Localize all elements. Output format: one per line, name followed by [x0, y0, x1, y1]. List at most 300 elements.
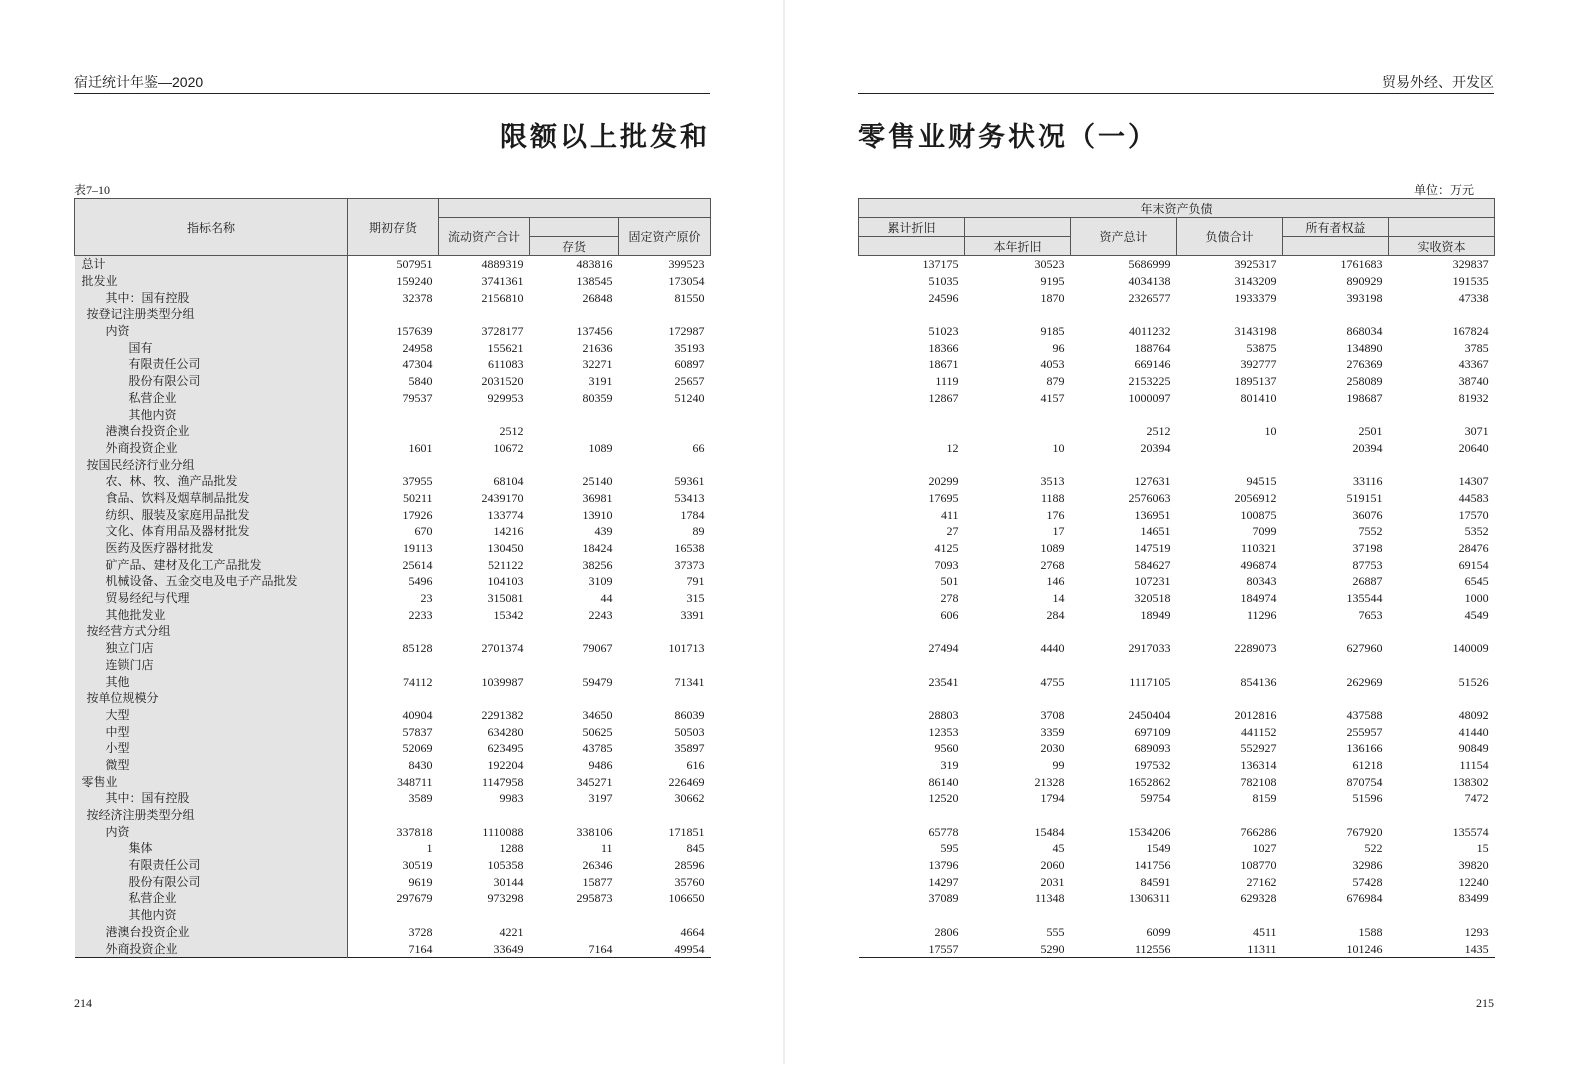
value-cell: 1549 — [1146, 841, 1171, 856]
header-accumulated-depreciation: 累计折旧 — [859, 218, 965, 237]
row-label: 连锁门店 — [75, 657, 348, 674]
table-row — [859, 940, 1495, 957]
value-cell: 79537 — [402, 390, 433, 405]
value-cell — [348, 907, 439, 924]
value-cell: 868034 — [1346, 324, 1383, 339]
row-label: 股份有限公司 — [75, 873, 348, 890]
value-cell: 2031520 — [481, 374, 524, 389]
value-cell — [859, 907, 965, 924]
value-cell: 20299 — [928, 474, 959, 489]
value-cell: 146 — [1046, 574, 1065, 589]
value-cell — [1071, 907, 1177, 924]
value-cell: 83499 — [1458, 891, 1489, 906]
value-cell: 4034138 — [1128, 274, 1171, 289]
table-row — [859, 907, 1495, 924]
value-cell — [530, 807, 619, 824]
value-cell: 17557 — [928, 941, 959, 956]
value-cell: 17570 — [1458, 507, 1489, 522]
table-row — [75, 306, 711, 323]
value-cell: 319 — [940, 757, 959, 772]
table-row — [75, 640, 711, 657]
table-row — [859, 406, 1495, 423]
value-cell: 51035 — [928, 274, 959, 289]
row-label: 文化、体育用品及器材批发 — [75, 523, 348, 540]
value-cell: 606 — [940, 607, 959, 622]
value-cell: 13910 — [582, 507, 613, 522]
value-cell: 15 — [1476, 841, 1489, 856]
value-cell: 136314 — [1240, 757, 1277, 772]
value-cell — [859, 423, 965, 440]
value-cell: 278 — [940, 591, 959, 606]
value-cell: 670 — [414, 524, 433, 539]
value-cell — [619, 306, 711, 323]
value-cell: 3359 — [1040, 724, 1065, 739]
value-cell: 35760 — [674, 874, 705, 889]
value-cell — [348, 807, 439, 824]
value-cell: 94515 — [1246, 474, 1277, 489]
value-cell: 140009 — [1452, 641, 1489, 656]
table-row — [75, 707, 711, 724]
value-cell: 197532 — [1134, 757, 1171, 772]
table-row — [859, 373, 1495, 390]
row-label: 按登记注册类型分组 — [75, 306, 348, 323]
value-cell: 27162 — [1246, 874, 1277, 889]
running-head-right: 贸易外经、开发区 — [858, 73, 1494, 94]
value-cell: 7472 — [1464, 791, 1489, 806]
value-cell — [348, 623, 439, 640]
value-cell: 18366 — [928, 340, 959, 355]
value-cell: 26887 — [1352, 574, 1383, 589]
value-cell: 80343 — [1246, 574, 1277, 589]
row-label: 大型 — [75, 707, 348, 724]
value-cell: 411 — [940, 507, 959, 522]
value-cell — [348, 657, 439, 674]
table-row — [75, 623, 711, 640]
value-cell: 106650 — [668, 891, 705, 906]
value-cell: 623495 — [487, 741, 524, 756]
table-row — [75, 673, 711, 690]
table-row — [75, 857, 711, 874]
value-cell: 13796 — [928, 858, 959, 873]
table-row — [75, 740, 711, 757]
value-cell: 50625 — [582, 724, 613, 739]
value-cell: 3191 — [588, 374, 613, 389]
value-cell — [1177, 623, 1283, 640]
row-label: 有限责任公司 — [75, 356, 348, 373]
value-cell: 4053 — [1040, 357, 1065, 372]
value-cell: 7093 — [934, 557, 959, 572]
value-cell: 7099 — [1252, 524, 1277, 539]
value-cell — [619, 690, 711, 707]
value-cell: 52069 — [402, 741, 433, 756]
value-cell — [348, 690, 439, 707]
value-cell: 7164 — [408, 941, 433, 956]
value-cell: 255957 — [1346, 724, 1383, 739]
unit-label: 单位：万元 — [1413, 183, 1474, 197]
header-total-liabilities: 负债合计 — [1177, 218, 1283, 256]
table-row — [75, 690, 711, 707]
table-row — [859, 890, 1495, 907]
table-row — [859, 657, 1495, 674]
value-cell: 2917033 — [1128, 641, 1171, 656]
header-blank-cell — [1389, 218, 1495, 237]
row-label: 矿产品、建材及化工产品批发 — [75, 556, 348, 573]
value-cell: 87753 — [1352, 557, 1383, 572]
left-table-header — [75, 199, 711, 256]
value-cell — [859, 456, 965, 473]
value-cell — [619, 423, 711, 440]
value-cell — [859, 657, 965, 674]
table-row — [859, 673, 1495, 690]
value-cell: 2768 — [1040, 557, 1065, 572]
value-cell — [1283, 657, 1389, 674]
value-cell: 12240 — [1458, 874, 1489, 889]
table-row — [859, 840, 1495, 857]
value-cell: 1870 — [1040, 290, 1065, 305]
value-cell: 439 — [594, 524, 613, 539]
value-cell — [1071, 807, 1177, 824]
value-cell: 2056912 — [1234, 490, 1277, 505]
value-cell: 10672 — [493, 440, 524, 455]
value-cell — [1177, 657, 1283, 674]
value-cell: 1588 — [1358, 924, 1383, 939]
table-title-left: 限额以上批发和 — [500, 122, 710, 153]
table-row — [75, 823, 711, 840]
value-cell — [1283, 690, 1389, 707]
value-cell: 50503 — [674, 724, 705, 739]
value-cell: 297679 — [396, 891, 433, 906]
value-cell: 84591 — [1140, 874, 1171, 889]
value-cell: 65778 — [928, 824, 959, 839]
value-cell: 100875 — [1240, 507, 1277, 522]
value-cell — [1177, 456, 1283, 473]
row-label: 内资 — [75, 823, 348, 840]
value-cell: 399523 — [619, 256, 711, 273]
value-cell — [439, 690, 530, 707]
value-cell — [619, 623, 711, 640]
value-cell: 2153225 — [1128, 374, 1171, 389]
value-cell: 107231 — [1134, 574, 1171, 589]
value-cell: 18671 — [928, 357, 959, 372]
value-cell: 2439170 — [481, 490, 524, 505]
value-cell — [965, 456, 1071, 473]
value-cell: 552927 — [1240, 741, 1277, 756]
value-cell — [1071, 406, 1177, 423]
value-cell: 53875 — [1246, 340, 1277, 355]
value-cell: 18949 — [1140, 607, 1171, 622]
value-cell: 5686999 — [1071, 256, 1177, 273]
value-cell: 5496 — [408, 574, 433, 589]
header-total-assets: 资产总计 — [1071, 218, 1177, 256]
value-cell — [530, 690, 619, 707]
value-cell: 1 — [426, 841, 433, 856]
header-blank-cell — [530, 218, 619, 237]
value-cell: 19113 — [402, 541, 433, 556]
value-cell: 676984 — [1346, 891, 1383, 906]
value-cell — [530, 924, 619, 941]
value-cell: 521122 — [487, 557, 524, 572]
table-row — [75, 723, 711, 740]
value-cell: 24958 — [402, 340, 433, 355]
row-label: 外商投资企业 — [75, 440, 348, 457]
table-row — [859, 740, 1495, 757]
row-label: 内资 — [75, 323, 348, 340]
value-cell: 9983 — [499, 791, 524, 806]
value-cell: 522 — [1364, 841, 1383, 856]
value-cell: 295873 — [576, 891, 613, 906]
value-cell: 669146 — [1134, 357, 1171, 372]
value-cell: 159240 — [396, 274, 433, 289]
row-label: 独立门店 — [75, 640, 348, 657]
table-row — [859, 807, 1495, 824]
value-cell: 1601 — [408, 440, 433, 455]
value-cell: 627960 — [1346, 641, 1383, 656]
value-cell: 61218 — [1352, 757, 1383, 772]
value-cell: 6545 — [1464, 574, 1489, 589]
table-row — [75, 490, 711, 507]
value-cell: 973298 — [487, 891, 524, 906]
value-cell — [859, 690, 965, 707]
value-cell: 767920 — [1346, 824, 1383, 839]
row-label: 总计 — [75, 256, 348, 273]
value-cell: 9619 — [408, 874, 433, 889]
value-cell — [530, 657, 619, 674]
value-cell: 1933379 — [1234, 290, 1277, 305]
value-cell: 10 — [1052, 440, 1065, 455]
value-cell: 138545 — [576, 274, 613, 289]
row-label: 按单位规模分 — [75, 690, 348, 707]
value-cell — [619, 657, 711, 674]
row-label: 批发业 — [75, 273, 348, 290]
value-cell: 393198 — [1346, 290, 1383, 305]
value-cell: 284 — [1046, 607, 1065, 622]
value-cell — [965, 406, 1071, 423]
row-label: 农、林、牧、渔产品批发 — [75, 473, 348, 490]
table-row — [859, 390, 1495, 407]
row-label: 集体 — [75, 840, 348, 857]
value-cell: 37089 — [928, 891, 959, 906]
value-cell: 79067 — [582, 641, 613, 656]
value-cell: 81550 — [674, 290, 705, 305]
value-cell: 59754 — [1140, 791, 1171, 806]
value-cell: 5290 — [1040, 941, 1065, 956]
value-cell — [530, 456, 619, 473]
value-cell: 43367 — [1458, 357, 1489, 372]
table-row — [75, 356, 711, 373]
table-row — [859, 440, 1495, 457]
value-cell: 20394 — [1352, 440, 1383, 455]
value-cell: 101246 — [1346, 941, 1383, 956]
value-cell: 1435 — [1464, 941, 1489, 956]
table-row — [75, 323, 711, 340]
table-row — [859, 924, 1495, 941]
value-cell: 3728177 — [481, 324, 524, 339]
value-cell: 47338 — [1458, 290, 1489, 305]
value-cell: 188764 — [1134, 340, 1171, 355]
table-row — [859, 773, 1495, 790]
value-cell: 32986 — [1352, 858, 1383, 873]
value-cell: 173054 — [668, 274, 705, 289]
value-cell: 85128 — [402, 641, 433, 656]
value-cell: 258089 — [1346, 374, 1383, 389]
value-cell: 611083 — [487, 357, 524, 372]
value-cell: 108770 — [1240, 858, 1277, 873]
table-row — [859, 590, 1495, 607]
value-cell: 16538 — [674, 541, 705, 556]
header-fixed-assets: 固定资产原价 — [619, 218, 711, 256]
left-data-table — [74, 198, 711, 958]
table-row — [859, 707, 1495, 724]
value-cell: 4755 — [1040, 674, 1065, 689]
value-cell — [965, 657, 1071, 674]
row-label: 机械设备、五金交电及电子产品批发 — [75, 573, 348, 590]
row-label: 股份有限公司 — [75, 373, 348, 390]
header-blank-cell — [965, 218, 1071, 237]
value-cell: 23 — [420, 591, 433, 606]
value-cell: 496874 — [1240, 557, 1277, 572]
value-cell — [439, 306, 530, 323]
table-row — [859, 256, 1495, 273]
value-cell: 172987 — [668, 324, 705, 339]
table-row — [75, 840, 711, 857]
value-cell: 33116 — [1352, 474, 1383, 489]
value-cell: 37373 — [674, 557, 705, 572]
value-cell: 7653 — [1358, 607, 1383, 622]
value-cell — [1283, 406, 1389, 423]
value-cell: 1794 — [1040, 791, 1065, 806]
row-label: 食品、饮料及烟草制品批发 — [75, 490, 348, 507]
value-cell: 9195 — [1040, 274, 1065, 289]
value-cell: 392777 — [1240, 357, 1277, 372]
value-cell: 4511 — [1252, 924, 1277, 939]
value-cell: 137456 — [576, 324, 613, 339]
value-cell — [1071, 306, 1177, 323]
value-cell: 59479 — [582, 674, 613, 689]
row-label: 其中：国有控股 — [75, 289, 348, 306]
value-cell: 14216 — [493, 524, 524, 539]
value-cell — [1389, 406, 1495, 423]
value-cell: 24596 — [928, 290, 959, 305]
header-current-assets: 流动资产合计 — [439, 218, 530, 256]
value-cell — [530, 306, 619, 323]
value-cell: 2031 — [1040, 874, 1065, 889]
table-row — [75, 590, 711, 607]
table-row — [859, 273, 1495, 290]
header-blank-cell — [1283, 237, 1389, 256]
value-cell: 71341 — [674, 674, 705, 689]
value-cell — [965, 623, 1071, 640]
value-cell: 86140 — [928, 774, 959, 789]
row-label: 纺织、服装及家庭用品批发 — [75, 506, 348, 523]
value-cell: 49954 — [674, 941, 705, 956]
value-cell — [619, 807, 711, 824]
value-cell: 3109 — [588, 574, 613, 589]
row-label: 微型 — [75, 757, 348, 774]
value-cell — [1389, 623, 1495, 640]
row-label: 按经济注册类型分组 — [75, 807, 348, 824]
table-row — [859, 873, 1495, 890]
table-row — [75, 773, 711, 790]
value-cell: 11154 — [1459, 757, 1489, 772]
value-cell: 51240 — [674, 390, 705, 405]
row-label: 有限责任公司 — [75, 857, 348, 874]
header-year-end-group: 年末资产负债 — [859, 199, 1495, 218]
value-cell: 14651 — [1140, 524, 1171, 539]
header-paid-in-capital: 实收资本 — [1389, 237, 1495, 256]
row-label: 其他内资 — [75, 406, 348, 423]
table-row — [859, 623, 1495, 640]
value-cell — [1177, 907, 1283, 924]
value-cell: 1784 — [680, 507, 705, 522]
table-row — [75, 456, 711, 473]
value-cell: 11311 — [1247, 941, 1277, 956]
header-year-depreciation: 本年折旧 — [965, 237, 1071, 256]
value-cell: 20640 — [1458, 440, 1489, 455]
value-cell: 3143198 — [1234, 324, 1277, 339]
value-cell: 33649 — [493, 941, 524, 956]
value-cell: 441152 — [1240, 724, 1277, 739]
value-cell: 51526 — [1458, 674, 1489, 689]
value-cell: 5352 — [1464, 524, 1489, 539]
value-cell — [1283, 807, 1389, 824]
value-cell: 2512 — [1146, 424, 1171, 439]
value-cell — [859, 807, 965, 824]
value-cell: 3785 — [1464, 340, 1489, 355]
right-page — [858, 0, 1494, 1064]
value-cell: 2501 — [1358, 424, 1383, 439]
value-cell: 854136 — [1240, 674, 1277, 689]
value-cell: 21636 — [582, 340, 613, 355]
table-row — [75, 390, 711, 407]
value-cell: 14307 — [1458, 474, 1489, 489]
value-cell — [439, 907, 530, 924]
value-cell: 9560 — [934, 741, 959, 756]
value-cell: 276369 — [1346, 357, 1383, 372]
value-cell: 135574 — [1452, 824, 1489, 839]
table-row — [75, 757, 711, 774]
row-label: 私营企业 — [75, 390, 348, 407]
value-cell: 25140 — [582, 474, 613, 489]
row-label: 外商投资企业 — [75, 940, 348, 957]
table-row — [859, 823, 1495, 840]
value-cell: 138302 — [1452, 774, 1489, 789]
value-cell: 105358 — [487, 858, 524, 873]
row-label: 港澳台投资企业 — [75, 924, 348, 941]
value-cell: 1089 — [588, 440, 613, 455]
value-cell: 8159 — [1252, 791, 1277, 806]
value-cell: 2806 — [934, 924, 959, 939]
value-cell: 171851 — [668, 824, 705, 839]
value-cell — [859, 306, 965, 323]
value-cell: 8430 — [408, 757, 433, 772]
value-cell: 12353 — [928, 724, 959, 739]
table-row — [859, 690, 1495, 707]
value-cell: 329837 — [1389, 256, 1495, 273]
value-cell: 766286 — [1240, 824, 1277, 839]
row-label: 按国民经济行业分组 — [75, 456, 348, 473]
value-cell: 89 — [692, 524, 705, 539]
value-cell: 130450 — [487, 541, 524, 556]
value-cell: 4664 — [680, 924, 705, 939]
value-cell: 12 — [946, 440, 959, 455]
value-cell: 39820 — [1458, 858, 1489, 873]
value-cell: 147519 — [1134, 541, 1171, 556]
row-label: 其他 — [75, 673, 348, 690]
value-cell: 47304 — [402, 357, 433, 372]
table-row — [75, 873, 711, 890]
value-cell: 4889319 — [439, 256, 530, 273]
value-cell: 44583 — [1458, 490, 1489, 505]
